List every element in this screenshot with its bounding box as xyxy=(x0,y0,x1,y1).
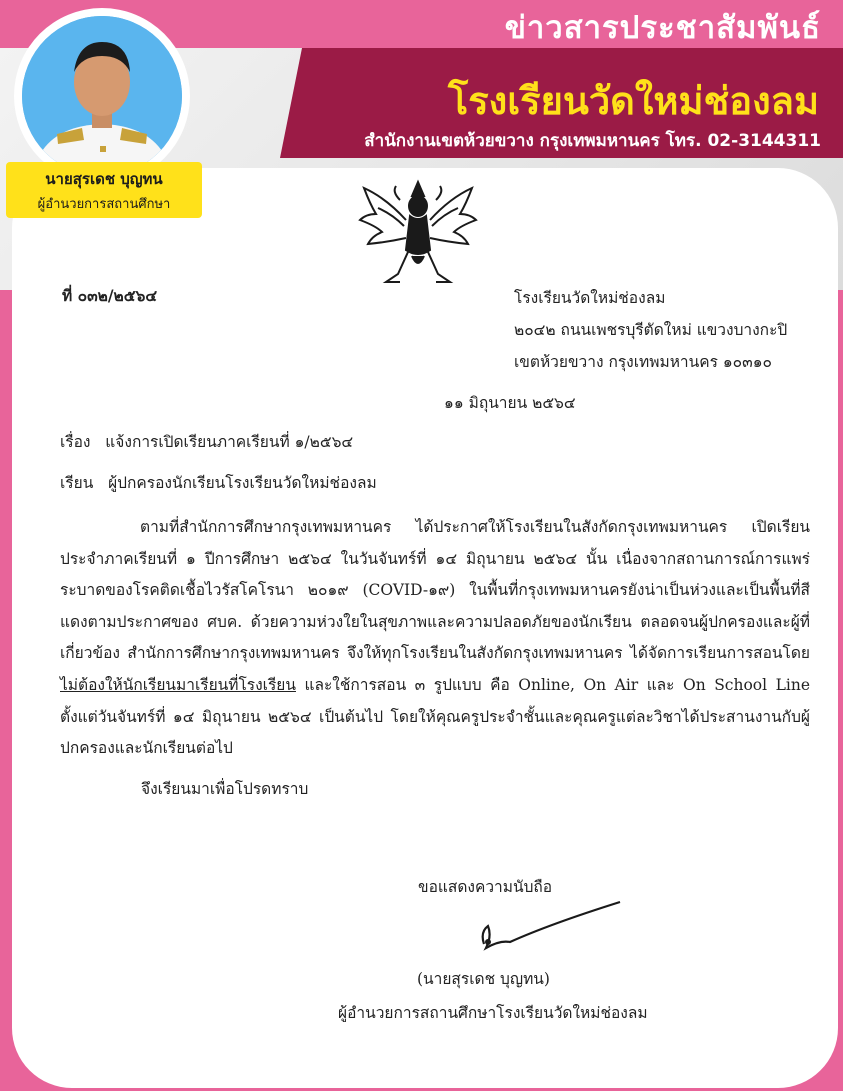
director-title: ผู้อำนวยการสถานศึกษา xyxy=(37,197,171,212)
recipient-line xyxy=(60,470,377,495)
sender-address-line-3: เขตห้วยขวาง กรุงเทพมหานคร ๑๐๓๑๐ xyxy=(514,353,773,371)
subject-text: แจ้งการเปิดเรียนภาคเรียนที่ ๑/๒๕๖๔ xyxy=(105,433,354,451)
reference-number: ที่ ๐๓๒/๒๕๖๔ xyxy=(62,286,158,305)
recipient-label: เรียน xyxy=(60,474,94,492)
closing-salutation: ขอแสดงความนับถือ xyxy=(418,878,553,896)
recipient-text: ผู้ปกครองนักเรียนโรงเรียนวัดใหม่ช่องลม xyxy=(108,474,377,492)
school-name: โรงเรียนวัดใหม่ช่องลม xyxy=(447,79,819,123)
closing-request: จึงเรียนมาเพื่อโปรดทราบ xyxy=(141,780,309,798)
sender-address-line-1: โรงเรียนวัดใหม่ช่องลม xyxy=(514,289,666,307)
sender-address-line-2: ๒๐๔๒ ถนนเพชรบุรีตัดใหม่ แขวงบางกะปิ xyxy=(514,321,788,339)
office-contact-line: สำนักงานเขตห้วยขวาง กรุงเทพมหานคร โทร. 02-3144311 xyxy=(364,131,821,151)
banner-title: ข่าวสารประชาสัมพันธ์ xyxy=(504,10,821,46)
subject-label: เรื่อง xyxy=(60,433,91,451)
body-text-end: และใช้การสอน ๓ รูปแบบ คือ Online, On Air และ On School Line ตั้งแต่วันจันทร์ที่ ๑๔ มิถุนายน ๒๕๖๔ เป็นต้นไป โดยให้คุณครูประจำชั้นและคุณครูแต่ละวิชาได้ประสานงานกับผู้ปกครองและนักเรียนต่อไป xyxy=(60,675,810,758)
letter-body xyxy=(60,512,810,765)
subject-line xyxy=(60,429,353,454)
signer-name: (นายสุรเดช บุญทน) xyxy=(417,970,550,988)
director-name: นายสุรเดช บุญทน xyxy=(45,170,163,188)
body-text-start: ตามที่สำนักการศึกษากรุงเทพมหานคร ได้ประกาศให้โรงเรียนในสังกัดกรุงเทพมหานคร เปิดเรียนประจำภาคเรียนที่ ๑ ปีการศึกษา ๒๕๖๔ ในวันจันทร์ที่ ๑๔ มิถุนายน ๒๕๖๔ นั้น เนื่องจากสถานการณ์การแพร่ระบาดของโรคติดเชื้อไวรัสโคโรนา ๒๐๑๙ (COVID-๑๙) ในพื้นที่กรุงเทพมหานครยังน่าเป็นห่วงและเป็นพื้นที่สีแดงตามประกาศของ ศบค. ด้วยความห่วงใยในสุขภาพและความปลอดภัยของนักเรียน ตลอดจนผู้ปกครองและผู้ที่เกี่ยวข้อง สำนักการศึกษากรุงเทพมหานคร จึงให้ทุกโรงเรียนในสังกัดกรุงเทพมหานคร ได้จัดการเรียนการสอนโดย xyxy=(60,518,810,663)
body-text-emphasis: ไม่ต้องให้นักเรียนมาเรียนที่โรงเรียน xyxy=(60,675,296,694)
director-name-badge xyxy=(6,162,202,218)
garuda-emblem xyxy=(356,178,480,288)
handwritten-signature xyxy=(470,892,630,958)
director-photo xyxy=(22,16,182,176)
letter-date: ๑๑ มิถุนายน ๒๕๖๔ xyxy=(444,394,576,412)
signer-title: ผู้อำนวยการสถานศึกษาโรงเรียนวัดใหม่ช่องลม xyxy=(338,1004,648,1022)
